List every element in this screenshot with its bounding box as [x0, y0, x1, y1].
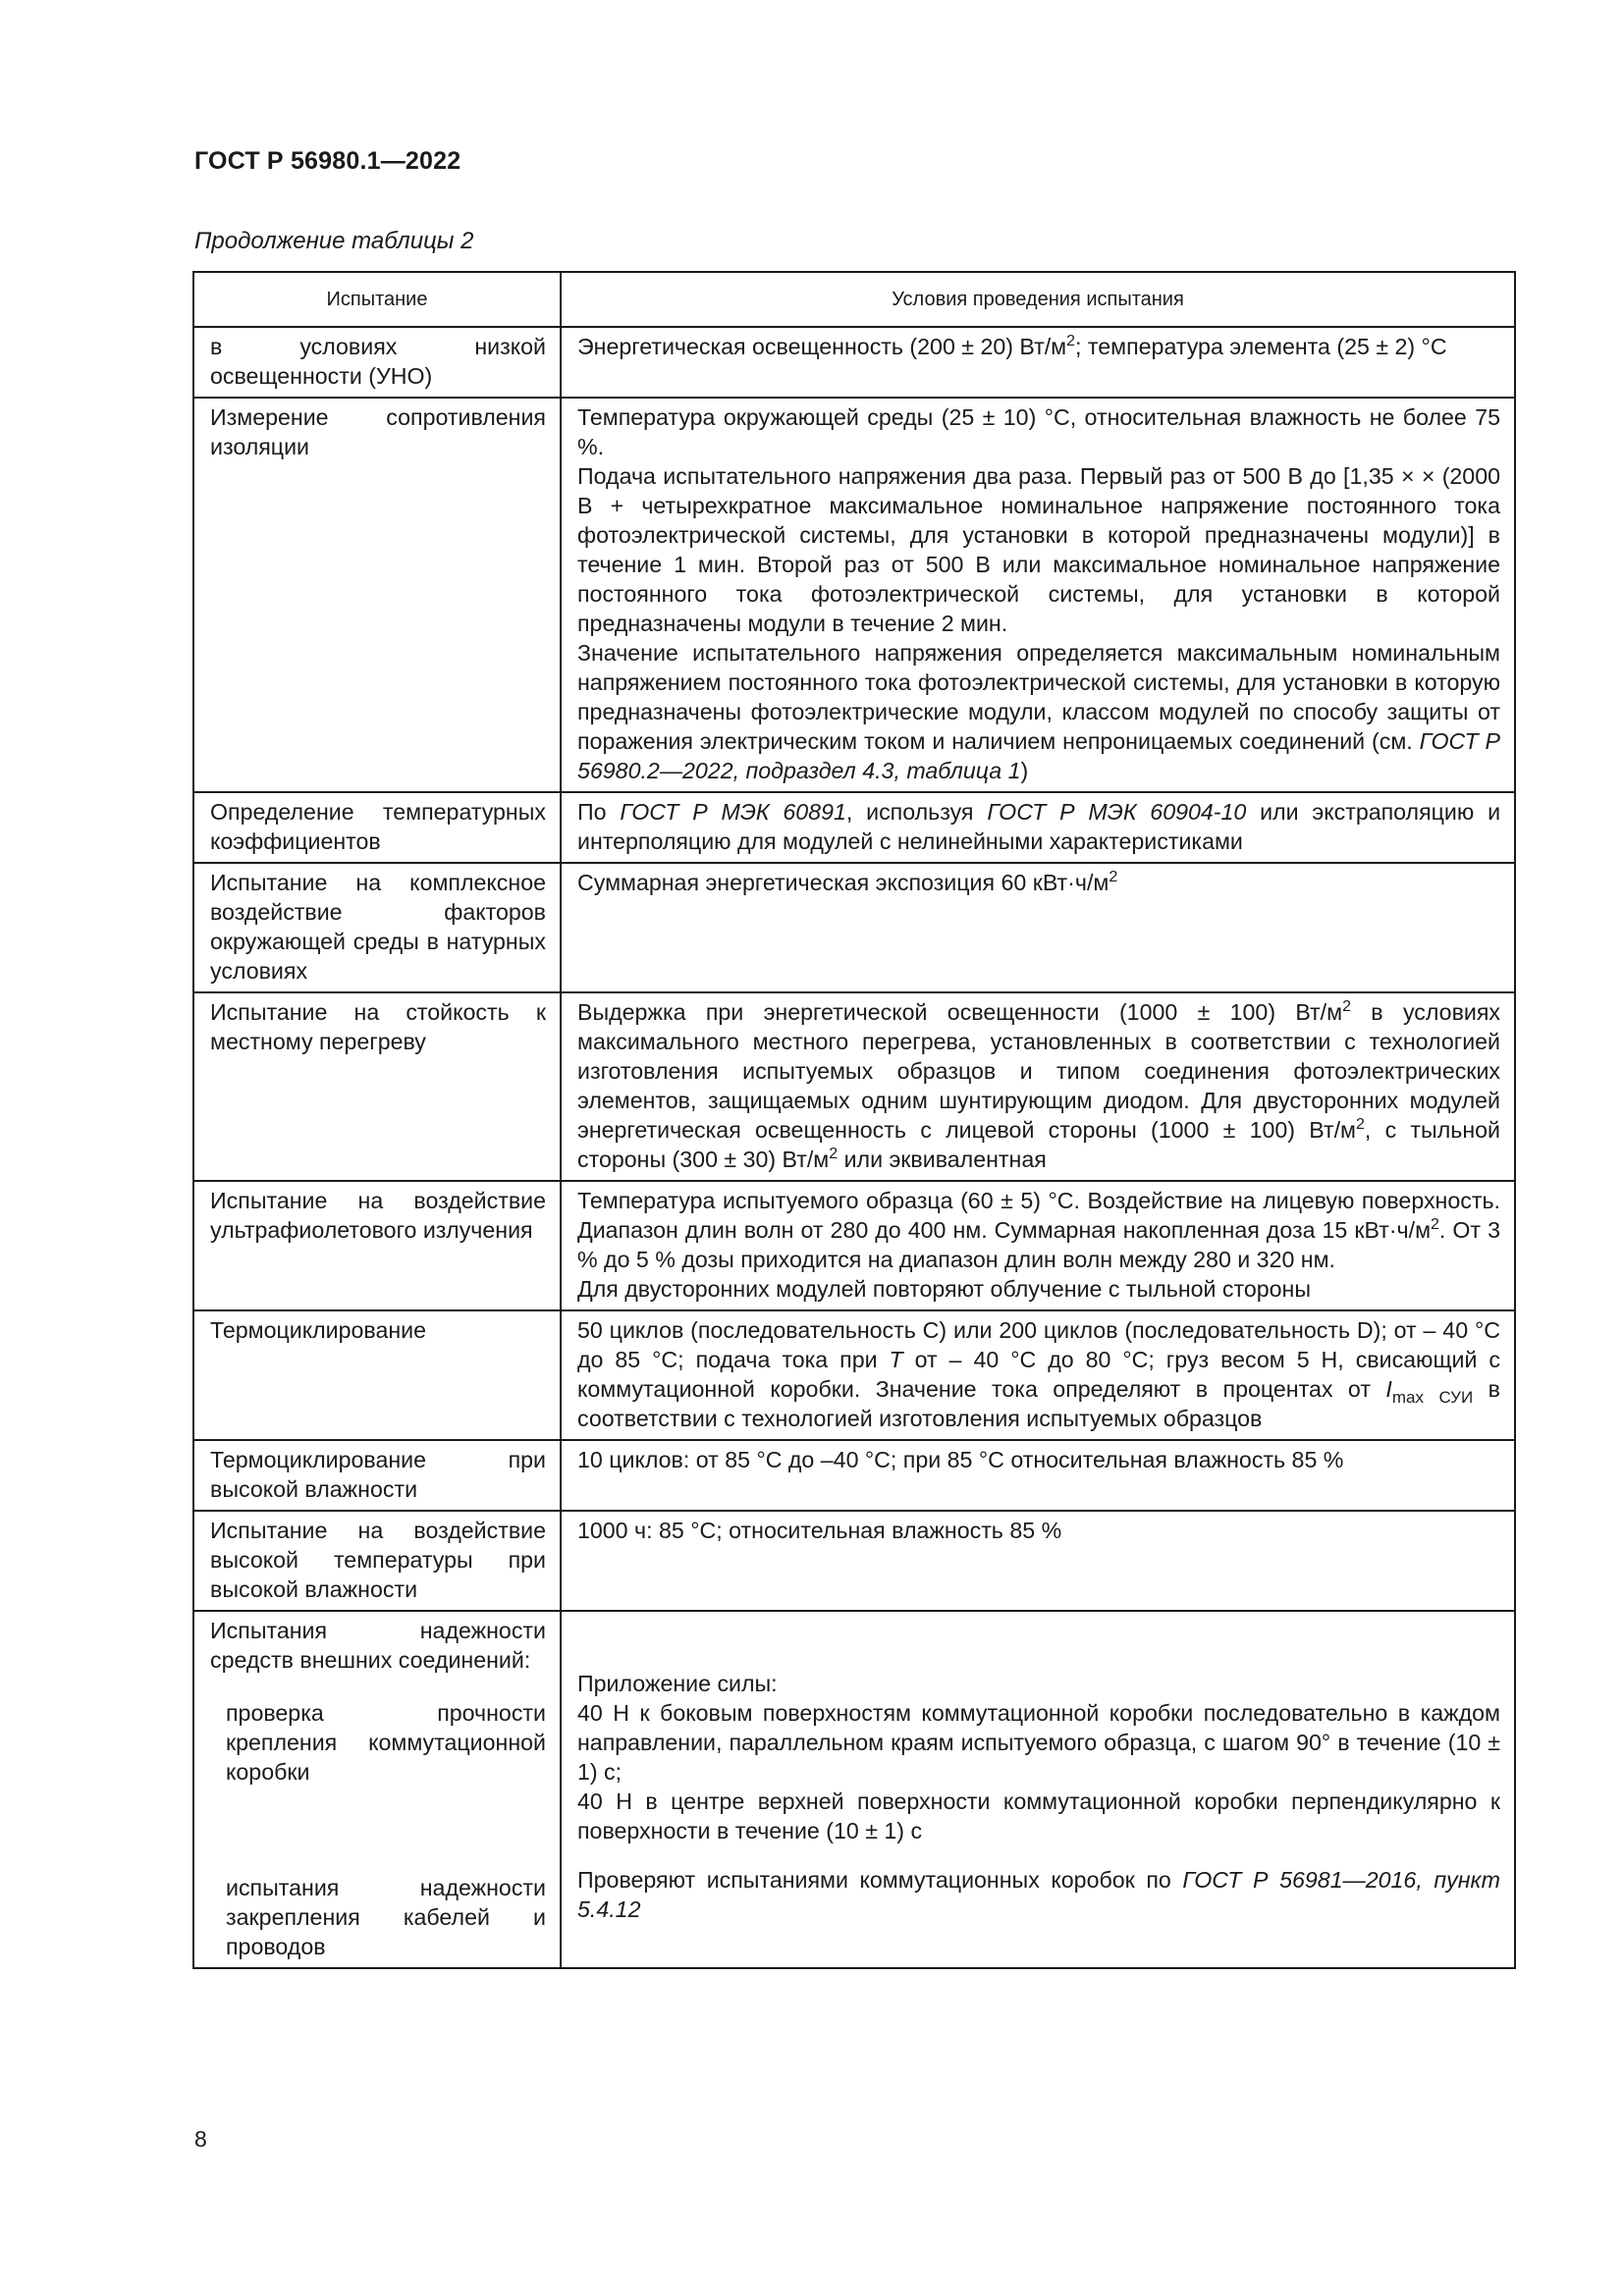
test-conditions-table [192, 271, 1516, 1969]
subscript: max [1391, 1388, 1424, 1407]
symbol-temperature: T [889, 1347, 903, 1372]
test-name: Термоциклирование [210, 1317, 427, 1343]
table-header-row [193, 272, 1515, 327]
standard-reference: ГОСТ Р 56981—2016, пункт 5.4.12 [577, 1867, 1500, 1922]
condition-text: в соответствии с технологией изготовления испытуемых образцов [577, 1376, 1500, 1431]
table-row [193, 1181, 1515, 1310]
symbol-current: I [1385, 1376, 1392, 1402]
test-conditions-cell [561, 398, 1515, 792]
test-name: Испытание на комплексное воздействие факторов окружающей среды в натурных условиях [210, 870, 546, 984]
condition-paragraph: Подача испытательного напряжения два раза. Первый раз от 500 В до [1,35 × × (2000 В + четырехкратное максимальное номинальное напряжение постоянного тока фотоэлектрической системы, для установки в которой предназначены модули)] в течение 1 мин. Второй раз от 500 В или максимальное номинальное напряжение постоянного тока фотоэлектрической системы, для установки в которой предназначены модули в течение 2 мин. [577, 463, 1500, 636]
test-name-cell [193, 1440, 561, 1511]
superscript: 2 [1066, 333, 1076, 349]
document-id-header: ГОСТ Р 56980.1—2022 [194, 147, 461, 175]
page-number: 8 [194, 2126, 207, 2152]
table-row [193, 792, 1515, 863]
standard-reference: ГОСТ Р МЭК 60891 [620, 799, 846, 825]
test-group-heading: Испытания надежности средств внешних соединений: [210, 1618, 546, 1673]
condition-text: Значение испытательного напряжения определяется максимальным номинальным напряжением постоянного тока фотоэлектрической системы, для установки в которую предназначены фотоэлектрические модули, классом модулей по способу защиты от поражения электрическим током и наличием непроницаемых соединений (см. [577, 640, 1500, 754]
test-name: Испытание на стойкость к местному перегреву [210, 999, 546, 1054]
condition-text: Суммарная энергетическая экспозиция 60 кВт·ч/м [577, 870, 1110, 895]
test-conditions-cell [561, 327, 1515, 398]
table-row [193, 992, 1515, 1181]
condition-text: Выдержка при энергетической освещенности (1000 ± 100) Вт/м [577, 999, 1343, 1025]
test-conditions-cell [561, 863, 1515, 992]
condition-paragraph: Температура окружающей среды (25 ± 10) °C, относительная влажность не более 75 %. [577, 404, 1500, 459]
test-name-cell [193, 1611, 561, 1968]
test-conditions-cell [561, 1611, 1515, 1968]
condition-paragraph [577, 1865, 1500, 1924]
condition-paragraph: 40 Н к боковым поверхностям коммутационной коробки последовательно в каждом направлении, параллельном краям испытуемого образца, с шагом 90° в течение (10 ± 1) с; [577, 1700, 1500, 1785]
condition-text: По [577, 799, 621, 825]
test-conditions-cell [561, 1181, 1515, 1310]
test-name-cell [193, 863, 561, 992]
condition-paragraph: Приложение силы: [577, 1671, 778, 1696]
condition-text: Энергетическая освещенность (200 ± 20) Вт/м [577, 334, 1067, 359]
table-row [193, 1511, 1515, 1611]
test-name-cell [193, 992, 561, 1181]
condition-text: Проверяют испытаниями коммутационных коробок по [577, 1867, 1183, 1893]
test-name: Испытание на воздействие ультрафиолетового излучения [210, 1188, 546, 1243]
test-name-cell [193, 1181, 561, 1310]
superscript: 2 [829, 1146, 839, 1162]
condition-text: или эквивалентная [838, 1147, 1047, 1172]
condition-text: . От 3 % до 5 % дозы приходится на диапазон длин волн между 280 и 320 нм. [577, 1217, 1500, 1272]
condition-paragraph [577, 638, 1500, 785]
condition-text: ) [1020, 758, 1029, 783]
test-conditions-cell [561, 792, 1515, 863]
superscript: 2 [1355, 1116, 1365, 1133]
test-name-cell [193, 1511, 561, 1611]
test-name: проверка прочности крепления коммутационной коробки [226, 1700, 546, 1785]
standard-reference: ГОСТ Р МЭК 60904-10 [987, 799, 1247, 825]
condition-text: или экстраполяцию и интерполяцию для модулей с нелинейными характеристиками [577, 799, 1501, 854]
test-conditions-cell [561, 992, 1515, 1181]
test-name: Измерение сопротивления изоляции [210, 404, 546, 459]
column-header-test: Испытание [193, 272, 561, 327]
test-conditions-cell [561, 1440, 1515, 1511]
table-row [193, 1310, 1515, 1440]
table-caption: Продолжение таблицы 2 [194, 228, 474, 254]
test-name-cell [193, 398, 561, 792]
condition-paragraph: Для двусторонних модулей повторяют облучение с тыльной стороны [577, 1276, 1312, 1302]
test-name: Определение температурных коэффициентов [210, 799, 546, 854]
superscript: 2 [1342, 998, 1351, 1015]
superscript: 2 [1431, 1216, 1439, 1233]
condition-text: в условиях максимального местного перегрева, установленных в соответствии с технологией изготовления испытуемых образцов и типом соединения фотоэлектрических элементов, защищаемых одним шунтирующим диодом. Для двусторонних модулей энергетическая освещенность с лицевой стороны (1000 ± 100) Вт/м [577, 999, 1500, 1143]
test-name: испытания надежности закрепления кабелей и проводов [226, 1875, 546, 1959]
test-name-cell [193, 792, 561, 863]
table-row [193, 863, 1515, 992]
condition-text: , с тыльной стороны (300 ± 30) Вт/м [577, 1117, 1500, 1172]
condition-text: 1000 ч: 85 °C; относительная влажность 85 % [577, 1518, 1062, 1543]
test-name: Термоциклирование при высокой влажности [210, 1447, 546, 1502]
condition-paragraph: 40 Н в центре верхней поверхности коммутационной коробки перпендикулярно к поверхности в течение (10 ± 1) с [577, 1789, 1500, 1843]
table-row [193, 1440, 1515, 1511]
condition-text: 50 циклов (последовательность С) или 200 циклов (последовательность D); от – 40 °C до 85 °C; подача тока при [577, 1317, 1500, 1372]
table-row [193, 1611, 1515, 1968]
standard-reference: ГОСТ Р 56980.2—2022, подраздел 4.3, таблица 1 [577, 728, 1500, 783]
table-row [193, 327, 1515, 398]
test-conditions-cell [561, 1511, 1515, 1611]
test-name: в условиях низкой освещенности (УНО) [210, 334, 546, 389]
condition-text: от – 40 °C до 80 °C; груз весом 5 Н, свисающий с коммутационной коробки. Значение тока определяют в процентах от [577, 1347, 1500, 1402]
condition-text: , используя [845, 799, 988, 825]
table-row [193, 398, 1515, 792]
superscript: 2 [1109, 869, 1118, 885]
test-conditions-cell [561, 1310, 1515, 1440]
condition-text: ; температура элемента (25 ± 2) °C [1075, 334, 1447, 359]
test-name-cell [193, 327, 561, 398]
subscript: СУИ [1438, 1388, 1474, 1407]
test-name: Испытание на воздействие высокой температуры при высокой влажности [210, 1518, 546, 1602]
condition-text: 10 циклов: от 85 °C до –40 °C; при 85 °C относительная влажность 85 % [577, 1447, 1344, 1472]
column-header-conditions: Условия проведения испытания [561, 272, 1515, 327]
condition-text: Температура испытуемого образца (60 ± 5) °C. Воздействие на лицевую поверхность. Диапазон длин волн от 280 до 400 нм. Суммарная накопленная доза 15 кВт·ч/м [577, 1188, 1500, 1243]
test-name-cell [193, 1310, 561, 1440]
condition-paragraph [577, 1186, 1500, 1274]
